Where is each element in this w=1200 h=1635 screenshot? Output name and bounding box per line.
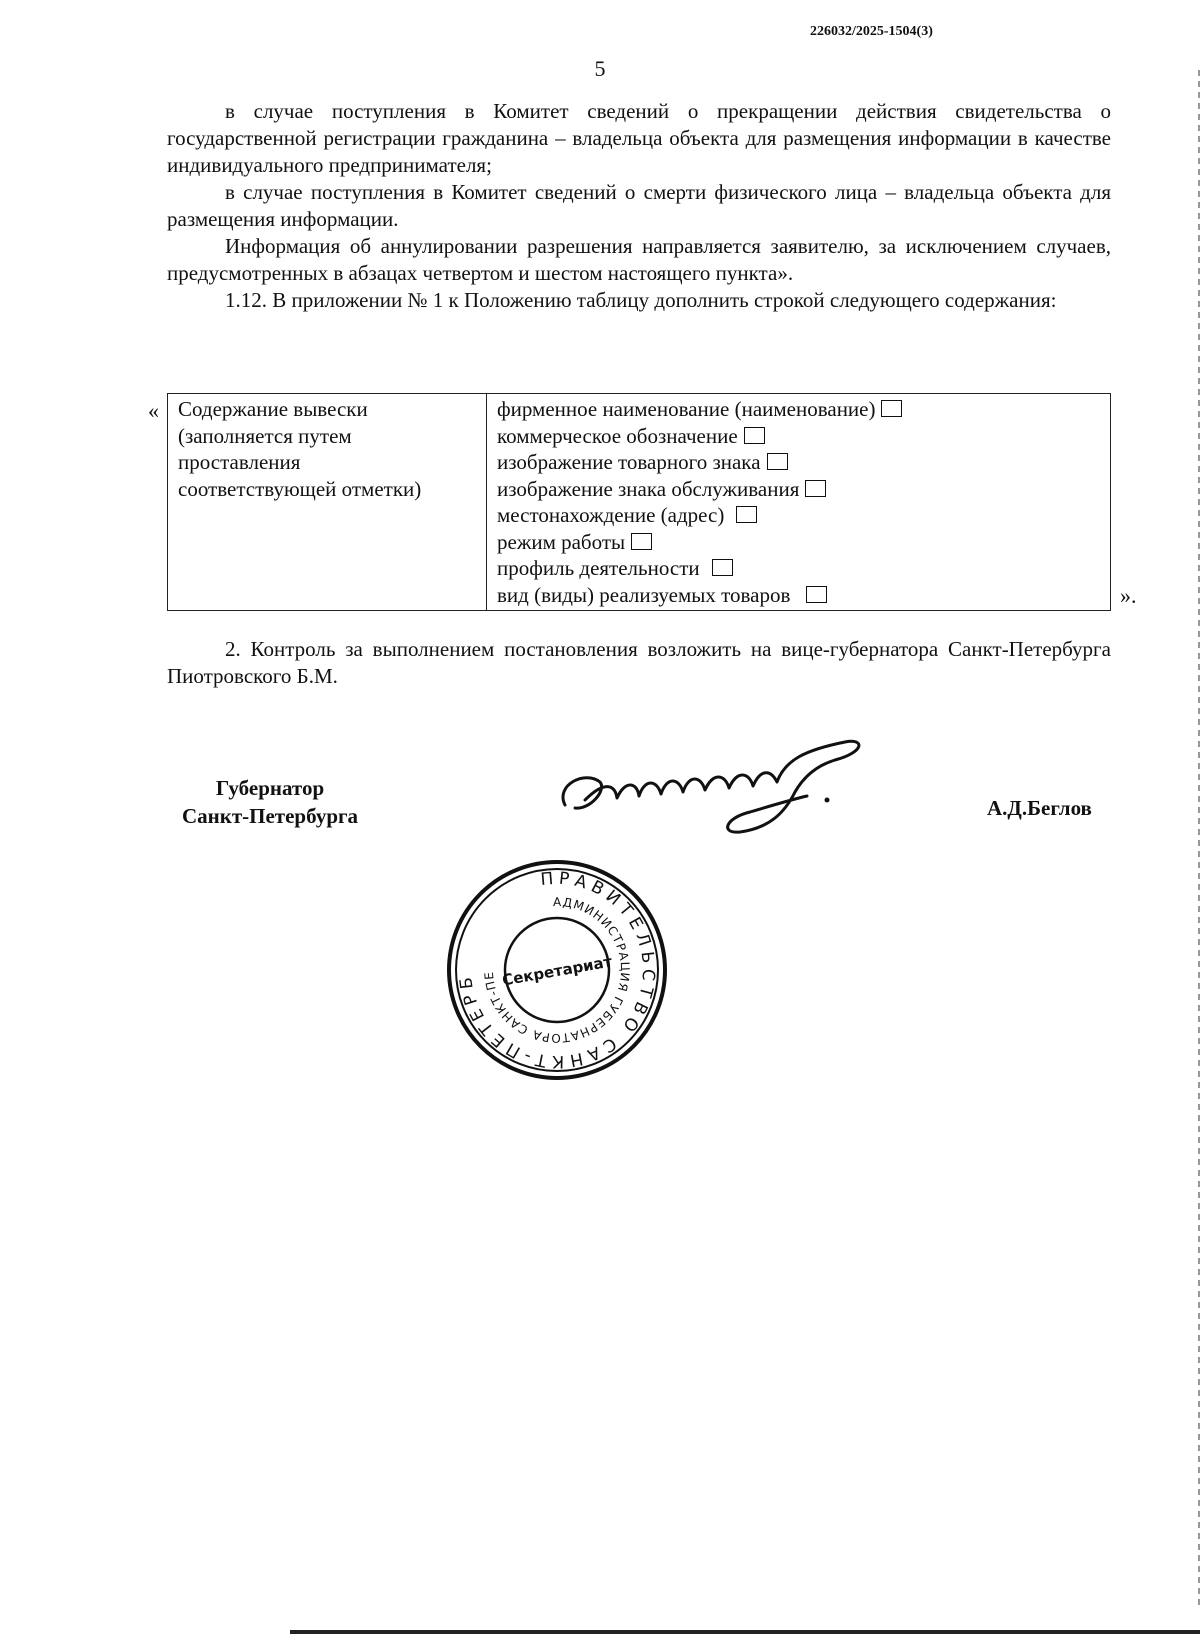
svg-text:ПРАВИТЕЛЬСТВО САНКТ-ПЕТЕРБУРГА: ПРАВИТЕЛЬСТВО САНКТ-ПЕТЕРБ: [455, 868, 659, 1072]
option-label: вид (виды) реализуемых товаров: [497, 582, 791, 607]
option-item: [497, 582, 1100, 609]
option-label: профиль деятельности: [497, 556, 700, 580]
option-label: режим работы: [497, 529, 626, 554]
checkbox[interactable]: [806, 586, 827, 603]
option-label: коммерческое обозначение: [497, 423, 738, 448]
option-label: изображение знака обслуживания: [497, 476, 800, 501]
handwritten-signature: [545, 730, 885, 845]
paragraph: в случае поступления в Комитет сведений о смерти физического лица – владельца объекта для размещения информации.: [167, 180, 1111, 231]
page-number: 5: [594, 56, 606, 81]
option-item: [497, 476, 1100, 503]
left-cell-line: соответствующей отметки): [178, 476, 422, 501]
body-text: [167, 98, 1111, 314]
table-row: [168, 394, 1111, 611]
option-item: [497, 529, 1100, 556]
checkbox[interactable]: [631, 533, 652, 550]
paragraph: в случае поступления в Комитет сведений о прекращении действия свидетельства о государственной регистрации гражданина – владельца объекта для размещения информации в качестве индивидуального предпринимателя;: [167, 99, 1111, 177]
option-item: [497, 555, 1100, 582]
checkbox[interactable]: [767, 453, 788, 470]
paragraph: 2. Контроль за выполнением постановления возложить на вице-губернатора Санкт-Петербурга Пиотровского Б.М.: [167, 637, 1111, 688]
checkbox[interactable]: [744, 427, 765, 444]
official-seal: [445, 858, 669, 1087]
table-quote-open: «: [148, 398, 159, 423]
checkbox[interactable]: [736, 506, 757, 523]
signer-title-line: Губернатор: [215, 776, 325, 800]
option-item: [497, 423, 1100, 450]
option-item: [497, 449, 1100, 476]
document-number: 226032/2025-1504(3): [810, 24, 933, 39]
checkbox[interactable]: [881, 400, 902, 417]
svg-text:Секретариат: Секретариат: [500, 952, 614, 990]
signage-table: [167, 393, 1111, 611]
signer-title-line: Санкт-Петербурга: [181, 804, 359, 828]
option-item: [497, 396, 1100, 423]
signer-title: [160, 774, 380, 830]
table-options-cell: [487, 394, 1111, 611]
paragraph: Информация об аннулировании разрешения направляется заявителю, за исключением случаев, предусмотренных в абзацах четвертом и шестом настоящего пункта».: [167, 234, 1111, 285]
checkbox[interactable]: [805, 480, 826, 497]
signer-name: А.Д.Беглов: [987, 796, 1092, 820]
table-left-cell: [168, 394, 487, 611]
left-cell-line: Содержание вывески: [178, 397, 368, 421]
option-label: фирменное наименование (наименование): [497, 397, 876, 421]
option-item: [497, 502, 1100, 529]
left-cell-line: проставления: [178, 450, 301, 474]
control-paragraph: [167, 636, 1111, 690]
svg-text:АДМИНИСТРАЦИЯ ГУБЕРНАТОРА САНК: АДМИНИСТРАЦИЯ ГУБЕРНАТОРА САНКТ-ПЕ: [481, 894, 633, 1046]
option-label: изображение товарного знака: [497, 450, 761, 474]
scan-bottom-line: [290, 1630, 1200, 1634]
table-quote-close: ».: [1120, 583, 1137, 608]
left-cell-line: (заполняется путем: [178, 423, 352, 448]
option-label: местонахождение (адрес): [497, 503, 725, 527]
paragraph: 1.12. В приложении № 1 к Положению таблицу дополнить строкой следующего содержания:: [225, 288, 1057, 312]
checkbox[interactable]: [712, 559, 733, 576]
